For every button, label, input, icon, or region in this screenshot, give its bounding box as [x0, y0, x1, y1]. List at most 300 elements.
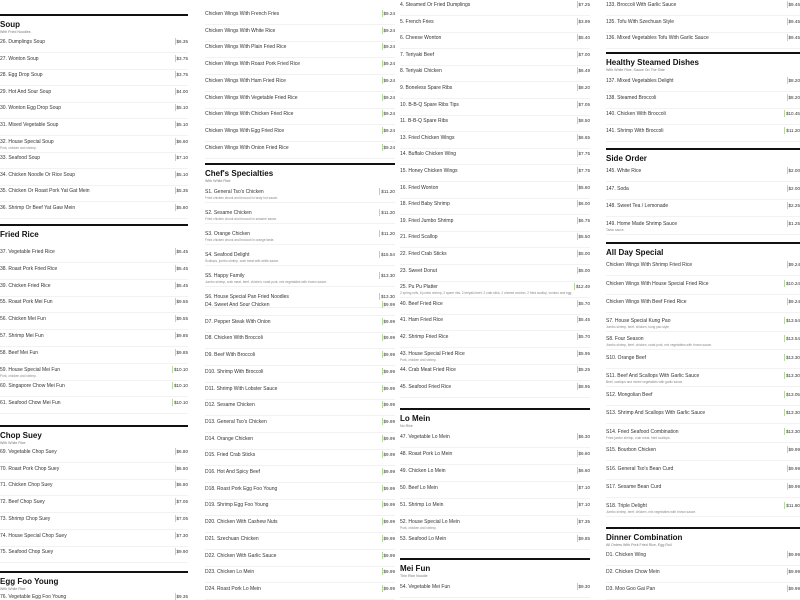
menu-item[interactable]: [0, 137, 188, 153]
menu-item[interactable]: [606, 334, 800, 350]
menu-item[interactable]: [400, 500, 590, 516]
menu-item-name: 10. B-B-Q Spare Ribs Tips: [400, 101, 459, 108]
menu-item[interactable]: [0, 314, 188, 330]
menu-item-name: D12. Sesame Chicken: [205, 402, 255, 409]
menu-item-price: $9.85: [176, 349, 188, 355]
menu-item-name: 75. Seafood Chop Suey: [0, 549, 54, 556]
menu-item[interactable]: [606, 219, 800, 235]
menu-item-price: $10.10: [173, 366, 188, 372]
menu-item-price: $9.24: [383, 27, 395, 33]
item-divider: [606, 516, 800, 517]
item-divider: [606, 386, 800, 387]
menu-item-price: $9.99: [788, 586, 800, 591]
menu-item-description: 2 spring rolls, 6 jumbo shrimp, 2 spare ribs, 2 teriyaki beef, 2 crab stick, 2 cheese wonton, 2 fried scallop, wonton and egg.: [400, 291, 573, 296]
menu-item-price: $9.55: [176, 316, 188, 322]
section-subtitle: With White Rice, Sauce On The Side: [606, 68, 665, 72]
menu-item[interactable]: [0, 480, 188, 496]
menu-item-name: 31. Mixed Vegetable Soup: [0, 122, 59, 128]
menu-item-price: $5.00: [578, 251, 590, 256]
section-rule: [400, 408, 590, 410]
menu-item-name: 38. Roast Pork Fried Rice: [0, 265, 58, 272]
menu-item[interactable]: [0, 70, 188, 86]
menu-item[interactable]: [0, 203, 188, 219]
menu-item[interactable]: [400, 100, 590, 116]
menu-item[interactable]: [606, 126, 800, 142]
menu-item[interactable]: [205, 434, 395, 450]
menu-item-name: 72. Beef Chop Suey: [0, 499, 45, 506]
item-divider: [606, 312, 800, 313]
item-divider: [606, 460, 800, 461]
menu-item[interactable]: [0, 153, 188, 169]
menu-item-name: D22. Chicken With Garlic Sauce: [205, 552, 277, 559]
menu-item-price: $3.75: [176, 72, 188, 78]
menu-item-price: $5.00: [578, 267, 590, 273]
menu-item-name: S6. House Special Pan Fried Noodles: [205, 294, 289, 300]
menu-item-name: 147. Soda: [606, 185, 629, 192]
section-side-order: [606, 148, 800, 164]
item-divider: [400, 549, 590, 550]
menu-item[interactable]: [400, 133, 590, 149]
section-mei-fun: [400, 558, 590, 579]
menu-item-price: $13.54: [785, 336, 800, 341]
menu-item[interactable]: [0, 464, 188, 480]
menu-item[interactable]: [0, 348, 188, 364]
menu-item-price: $7.30: [176, 532, 188, 538]
section-subtitle: With Fried Noodles: [0, 30, 31, 34]
menu-item[interactable]: [205, 567, 395, 583]
menu-item[interactable]: [205, 229, 395, 245]
menu-item-price: $5.95: [578, 350, 590, 356]
menu-item[interactable]: [205, 484, 395, 500]
menu-item-name: S10. Orange Beef: [606, 354, 647, 361]
menu-item-price: $9.99: [383, 535, 395, 541]
menu-item[interactable]: [205, 517, 395, 533]
menu-item[interactable]: [606, 371, 800, 387]
menu-item-name: Chicken Wings With Egg Fried Rice: [205, 127, 285, 134]
menu-item-price: $9.45: [788, 18, 800, 24]
menu-item-name: 21. Fried Scallop: [400, 234, 438, 241]
menu-item[interactable]: [400, 199, 590, 215]
menu-item[interactable]: [400, 249, 590, 265]
menu-item[interactable]: [400, 50, 590, 66]
menu-item[interactable]: [0, 54, 188, 70]
menu-item-name: 137. Mixed Vegetables Delight: [606, 78, 674, 84]
menu-item-name: 28. Egg Drop Soup: [0, 72, 43, 79]
item-divider: [606, 582, 800, 583]
menu-item-price: $13.54: [785, 317, 800, 323]
menu-item[interactable]: [0, 447, 188, 463]
section-title: Mei Fun: [400, 564, 431, 573]
menu-item-name: 25. Pu Pu Platter: [400, 284, 438, 291]
menu-item[interactable]: [0, 514, 188, 530]
menu-item-name: Chicken Wings With Roast Pork Fried Rice: [205, 61, 301, 68]
menu-item-price: $6.60: [578, 468, 590, 473]
menu-item[interactable]: [0, 547, 188, 563]
menu-item-price: $9.99: [383, 469, 395, 474]
menu-item[interactable]: [205, 271, 395, 287]
menu-item[interactable]: [400, 0, 590, 16]
menu-item[interactable]: [205, 76, 395, 92]
menu-item[interactable]: [606, 408, 800, 424]
menu-item-name: 53. Seafood Lo Mein: [400, 536, 447, 542]
menu-item[interactable]: [400, 483, 590, 499]
menu-item-price: $5.45: [176, 265, 188, 271]
menu-item-price: $9.99: [788, 465, 800, 471]
menu-item[interactable]: [606, 166, 800, 182]
menu-item-description: Jumbo shrimp, beef, chicken, roast pork, mix vegetables with brown sauce.: [606, 343, 712, 347]
menu-item[interactable]: [400, 582, 590, 598]
menu-item[interactable]: [0, 247, 188, 263]
item-divider: [400, 498, 590, 499]
menu-item[interactable]: [400, 83, 590, 99]
menu-item[interactable]: [400, 517, 590, 533]
menu-item-price: $13.05: [785, 391, 800, 397]
menu-item[interactable]: [205, 467, 395, 483]
menu-item[interactable]: [400, 166, 590, 182]
menu-item-name: S4. Seafood Delight: [205, 252, 250, 258]
menu-item-price: $2.25: [788, 203, 800, 208]
menu-item[interactable]: [606, 427, 800, 443]
menu-item[interactable]: [400, 349, 590, 365]
menu-item[interactable]: [205, 109, 395, 125]
menu-item-price: $9.99: [383, 519, 395, 525]
menu-item-name: 76. Vegetable Egg Foo Young: [0, 594, 67, 600]
menu-item-price: $8.95: [578, 383, 590, 389]
item-divider: [205, 202, 395, 203]
menu-item[interactable]: [0, 186, 188, 202]
menu-item-price: $9.99: [383, 368, 395, 374]
menu-item-price: $15.54: [380, 252, 395, 257]
menu-item[interactable]: [400, 282, 590, 298]
menu-item-name: S1. General Tso's Chicken: [205, 189, 264, 195]
menu-item-description: Pork, chicken and shrimp.: [400, 357, 437, 362]
menu-item[interactable]: [205, 300, 395, 316]
menu-item-price: $9.99: [383, 552, 395, 558]
menu-item[interactable]: [0, 264, 188, 280]
menu-item-price: $6.75: [578, 217, 590, 223]
menu-item[interactable]: [205, 534, 395, 550]
menu-item[interactable]: [400, 466, 590, 482]
menu-item-price: $13.30: [380, 273, 395, 278]
menu-item-name: D16. Hot And Spicy Beef: [205, 469, 261, 475]
menu-item[interactable]: [400, 534, 590, 550]
menu-item[interactable]: [400, 183, 590, 199]
menu-item-name: S7. House Special Kung Pao: [606, 317, 671, 324]
menu-item-price: $7.05: [176, 499, 188, 505]
menu-item[interactable]: [205, 417, 395, 433]
menu-item[interactable]: [0, 331, 188, 347]
menu-item[interactable]: [400, 382, 590, 398]
menu-item-name: 34. Chicken Noodle Or Rice Soup: [0, 171, 76, 178]
menu-item-name: 49. Chicken Lo Mein: [400, 468, 446, 474]
menu-item[interactable]: [205, 400, 395, 416]
menu-item[interactable]: [400, 365, 590, 381]
menu-item[interactable]: [606, 445, 800, 461]
menu-item-price: $10.24: [785, 280, 800, 286]
menu-item-price: $6.60: [578, 451, 590, 456]
menu-item[interactable]: [205, 93, 395, 109]
menu-item-price: $11.20: [786, 127, 800, 133]
section-title: Dinner Combination: [606, 533, 683, 542]
menu-item[interactable]: [606, 33, 800, 49]
menu-item[interactable]: [400, 33, 590, 49]
menu-item-name: Chicken Wings With Vegetable Fried Rice: [205, 94, 298, 101]
menu-item[interactable]: [606, 184, 800, 200]
menu-item-name: S3. Orange Chicken: [205, 231, 251, 237]
menu-item-name: D13. General Tso's Chicken: [205, 418, 267, 425]
menu-item[interactable]: [606, 353, 800, 369]
menu-item[interactable]: [0, 398, 188, 414]
menu-item-price: $11.20: [381, 189, 395, 194]
menu-item-description: Tartar sauce.: [606, 227, 625, 232]
item-divider: [606, 275, 800, 276]
menu-item-price: $5.25: [578, 367, 590, 373]
menu-item[interactable]: [400, 66, 590, 82]
menu-item-price: $11.20: [381, 210, 395, 215]
menu-item-price: $9.99: [383, 335, 395, 341]
item-divider: [0, 218, 188, 219]
menu-item[interactable]: [0, 170, 188, 186]
menu-item[interactable]: [205, 450, 395, 466]
menu-item[interactable]: [606, 109, 800, 125]
menu-item[interactable]: [606, 550, 800, 566]
section-title: Chef's Specialties: [205, 169, 274, 178]
menu-item-price: $13.30: [785, 410, 800, 415]
item-divider: [400, 397, 590, 398]
menu-item[interactable]: [606, 297, 800, 313]
section-title: Lo Mein: [400, 414, 431, 423]
menu-item[interactable]: [0, 87, 188, 103]
section-title: Side Order: [606, 154, 647, 163]
menu-item-name: S12. Mongolian Beef: [606, 391, 653, 398]
menu-item[interactable]: [400, 216, 590, 232]
menu-item-name: 55. Roast Pork Mei Fun: [0, 299, 53, 306]
menu-item-name: S14. Fried Seafood Combination: [606, 428, 679, 435]
menu-item[interactable]: [205, 384, 395, 400]
menu-item-price: $7.05: [578, 101, 590, 107]
menu-item-price: $11.20: [381, 231, 395, 236]
menu-item-price: $9.99: [788, 552, 800, 557]
menu-item-name: Chicken Wings With Beef Fried Rice: [606, 299, 687, 305]
menu-column-1: [0, 0, 188, 600]
menu-item-name: S16. General Tso's Bean Curd: [606, 465, 674, 472]
section-rule: [0, 425, 188, 427]
menu-item-price: $5.80: [176, 205, 188, 210]
menu-item[interactable]: [205, 187, 395, 203]
menu-item[interactable]: [400, 315, 590, 331]
menu-item-name: 5. French Fries: [400, 18, 434, 25]
item-divider: [606, 405, 800, 406]
menu-item[interactable]: [606, 76, 800, 92]
menu-item[interactable]: [205, 143, 395, 159]
menu-item[interactable]: [205, 584, 395, 600]
menu-item[interactable]: [205, 26, 395, 42]
menu-item-name: 40. Beef Fried Rice: [400, 300, 443, 307]
menu-item-name: 26. Dumplings Soup: [0, 39, 46, 45]
menu-item-name: 149. Home Made Shrimp Sauce: [606, 220, 678, 227]
menu-item-name: 58. Beef Mei Fun: [0, 349, 39, 356]
menu-item[interactable]: [606, 260, 800, 276]
menu-item-description: Jumbo shrimp, beef, chicken, kung pao style.: [606, 324, 670, 329]
menu-item[interactable]: [606, 279, 800, 295]
menu-item-price: $8.20: [788, 78, 800, 83]
menu-item-name: 14. Buffalo Chicken Wing: [400, 151, 457, 158]
menu-item-name: S2. Sesame Chicken: [205, 210, 252, 216]
menu-item[interactable]: [205, 42, 395, 58]
menu-item[interactable]: [400, 432, 590, 448]
item-divider: [400, 481, 590, 482]
menu-item[interactable]: [0, 281, 188, 297]
menu-item[interactable]: [0, 531, 188, 547]
menu-item[interactable]: [400, 232, 590, 248]
section-title: All Day Special: [606, 248, 664, 257]
menu-item-price: $9.24: [383, 61, 395, 67]
item-divider: [606, 181, 800, 182]
menu-item[interactable]: [205, 500, 395, 516]
menu-item[interactable]: [0, 103, 188, 119]
menu-item[interactable]: [400, 17, 590, 33]
menu-item[interactable]: [205, 9, 395, 25]
menu-item-name: 37. Vegetable Fried Rice: [0, 249, 55, 255]
menu-item[interactable]: [606, 567, 800, 583]
menu-item[interactable]: [205, 250, 395, 266]
section-title: Soup: [0, 20, 20, 29]
menu-item-name: 47. Vegetable Lo Mein: [400, 434, 450, 440]
menu-item-name: D15. Fried Crab Sticks: [205, 452, 256, 459]
item-divider: [606, 216, 800, 217]
menu-item-name: 56. Chicken Mei Fun: [0, 316, 46, 323]
section-rule: [205, 163, 395, 165]
menu-item-price: $13.30: [785, 354, 800, 360]
menu-item[interactable]: [606, 390, 800, 406]
menu-item-price: $6.80: [176, 449, 188, 454]
menu-item[interactable]: [400, 149, 590, 165]
section-rule: [606, 527, 800, 529]
menu-item-price: $9.99: [383, 302, 395, 307]
menu-item-price: $3.75: [176, 55, 188, 61]
menu-item[interactable]: [205, 317, 395, 333]
item-divider: [205, 244, 395, 245]
menu-item-price: $6.80: [176, 482, 188, 488]
menu-item-price: $9.45: [788, 35, 800, 40]
menu-item-name: 41. Ham Fried Rice: [400, 317, 444, 324]
menu-item-name: 39. Chicken Fried Rice: [0, 282, 51, 289]
menu-item[interactable]: [205, 367, 395, 383]
section-title: Chop Suey: [0, 431, 42, 440]
menu-item[interactable]: [400, 266, 590, 282]
menu-item-price: $6.80: [176, 465, 188, 471]
menu-item-name: D8. Chicken With Broccoli: [205, 335, 263, 342]
section-all-day-special: [606, 242, 800, 258]
menu-item[interactable]: [205, 551, 395, 567]
menu-item-price: $9.99: [383, 418, 395, 424]
menu-item[interactable]: [606, 17, 800, 33]
menu-item-price: $6.65: [578, 134, 590, 140]
menu-item[interactable]: [606, 501, 800, 517]
menu-item-name: S8. Four Season: [606, 336, 644, 342]
menu-item-price: $11.80: [786, 502, 800, 508]
menu-item-name: 148. Sweet Tea / Lemonade: [606, 203, 669, 209]
item-divider: [0, 413, 188, 414]
menu-item[interactable]: [0, 381, 188, 397]
section-rule: [0, 14, 188, 16]
menu-item[interactable]: [205, 208, 395, 224]
menu-item[interactable]: [205, 126, 395, 142]
item-divider: [606, 565, 800, 566]
menu-item[interactable]: [400, 299, 590, 315]
menu-item[interactable]: [606, 0, 800, 16]
menu-item[interactable]: [400, 449, 590, 465]
menu-item-price: $9.24: [383, 44, 395, 50]
menu-item-description: Fried chicken chunk and broccoli in sesame sauce.: [205, 217, 278, 221]
menu-item[interactable]: [606, 464, 800, 480]
menu-item-name: 32. House Special Soup: [0, 138, 54, 145]
menu-item[interactable]: [606, 482, 800, 498]
section-title: Healthy Steamed Dishes: [606, 58, 699, 67]
menu-item[interactable]: [205, 333, 395, 349]
menu-item-price: $5.45: [176, 282, 188, 288]
menu-item-name: S5. Happy Family: [205, 273, 245, 279]
menu-item[interactable]: [0, 37, 188, 53]
menu-item-price: $6.60: [176, 138, 188, 144]
menu-item-description: Jumbo shrimp, beef, chicken, mix vegetables with brown sauce.: [606, 509, 697, 514]
item-divider: [606, 199, 800, 200]
menu-item[interactable]: [0, 592, 188, 600]
menu-item[interactable]: [400, 116, 590, 132]
menu-item-name: 30. Wonton Egg Drop Soup: [0, 105, 62, 112]
menu-item[interactable]: [0, 297, 188, 313]
menu-item-description: Pork, chicken and shrimp.: [0, 145, 37, 150]
menu-item[interactable]: [606, 201, 800, 217]
menu-item-name: 9. Boneless Spare Ribs: [400, 85, 453, 91]
menu-item[interactable]: [606, 93, 800, 109]
menu-item[interactable]: [400, 332, 590, 348]
menu-item-price: $9.99: [383, 569, 395, 575]
menu-item-description: Pork, chicken and shrimp.: [0, 373, 37, 378]
menu-item[interactable]: [606, 584, 800, 600]
item-divider: [606, 294, 800, 295]
menu-item-price: $9.24: [788, 262, 800, 267]
menu-item[interactable]: [0, 120, 188, 136]
menu-item-price: $1.25: [788, 220, 800, 226]
menu-item-name: Chicken Wings With Shrimp Fried Rice: [606, 262, 693, 268]
menu-item[interactable]: [205, 350, 395, 366]
section-subtitle: With White Rice: [205, 179, 231, 183]
menu-item-price: $5.10: [176, 171, 188, 177]
menu-item-name: 138. Steamed Broccoli: [606, 94, 657, 101]
section-subtitle: All Orders With Pork Fried Rice, Egg Roll: [606, 543, 672, 547]
menu-item-name: 29. Hot And Sour Soup: [0, 88, 52, 95]
menu-item-name: 54. Vegetable Mei Fun: [400, 584, 451, 590]
menu-item-name: D9. Beef With Broccoli: [205, 352, 256, 359]
section-rule: [0, 571, 188, 573]
section-rule: [606, 148, 800, 150]
menu-item-name: 69. Vegetable Chop Suey: [0, 449, 57, 455]
menu-item[interactable]: [0, 497, 188, 513]
item-divider: [400, 464, 590, 465]
menu-item-price: $5.35: [176, 188, 188, 194]
menu-item-name: D11. Shrimp With Lobster Sauce: [205, 385, 278, 392]
menu-item[interactable]: [205, 59, 395, 75]
menu-item-name: 42. Shrimp Fried Rice: [400, 334, 449, 340]
section-title: Fried Rice: [0, 230, 39, 239]
menu-item[interactable]: [606, 316, 800, 332]
menu-item-price: $9.99: [383, 485, 395, 491]
menu-item-name: D20. Chicken With Cashew Nuts: [205, 519, 278, 526]
menu-item-name: 50. Beef Lo Mein: [400, 485, 438, 491]
menu-item-price: $9.99: [383, 452, 395, 458]
menu-item[interactable]: [0, 365, 188, 381]
